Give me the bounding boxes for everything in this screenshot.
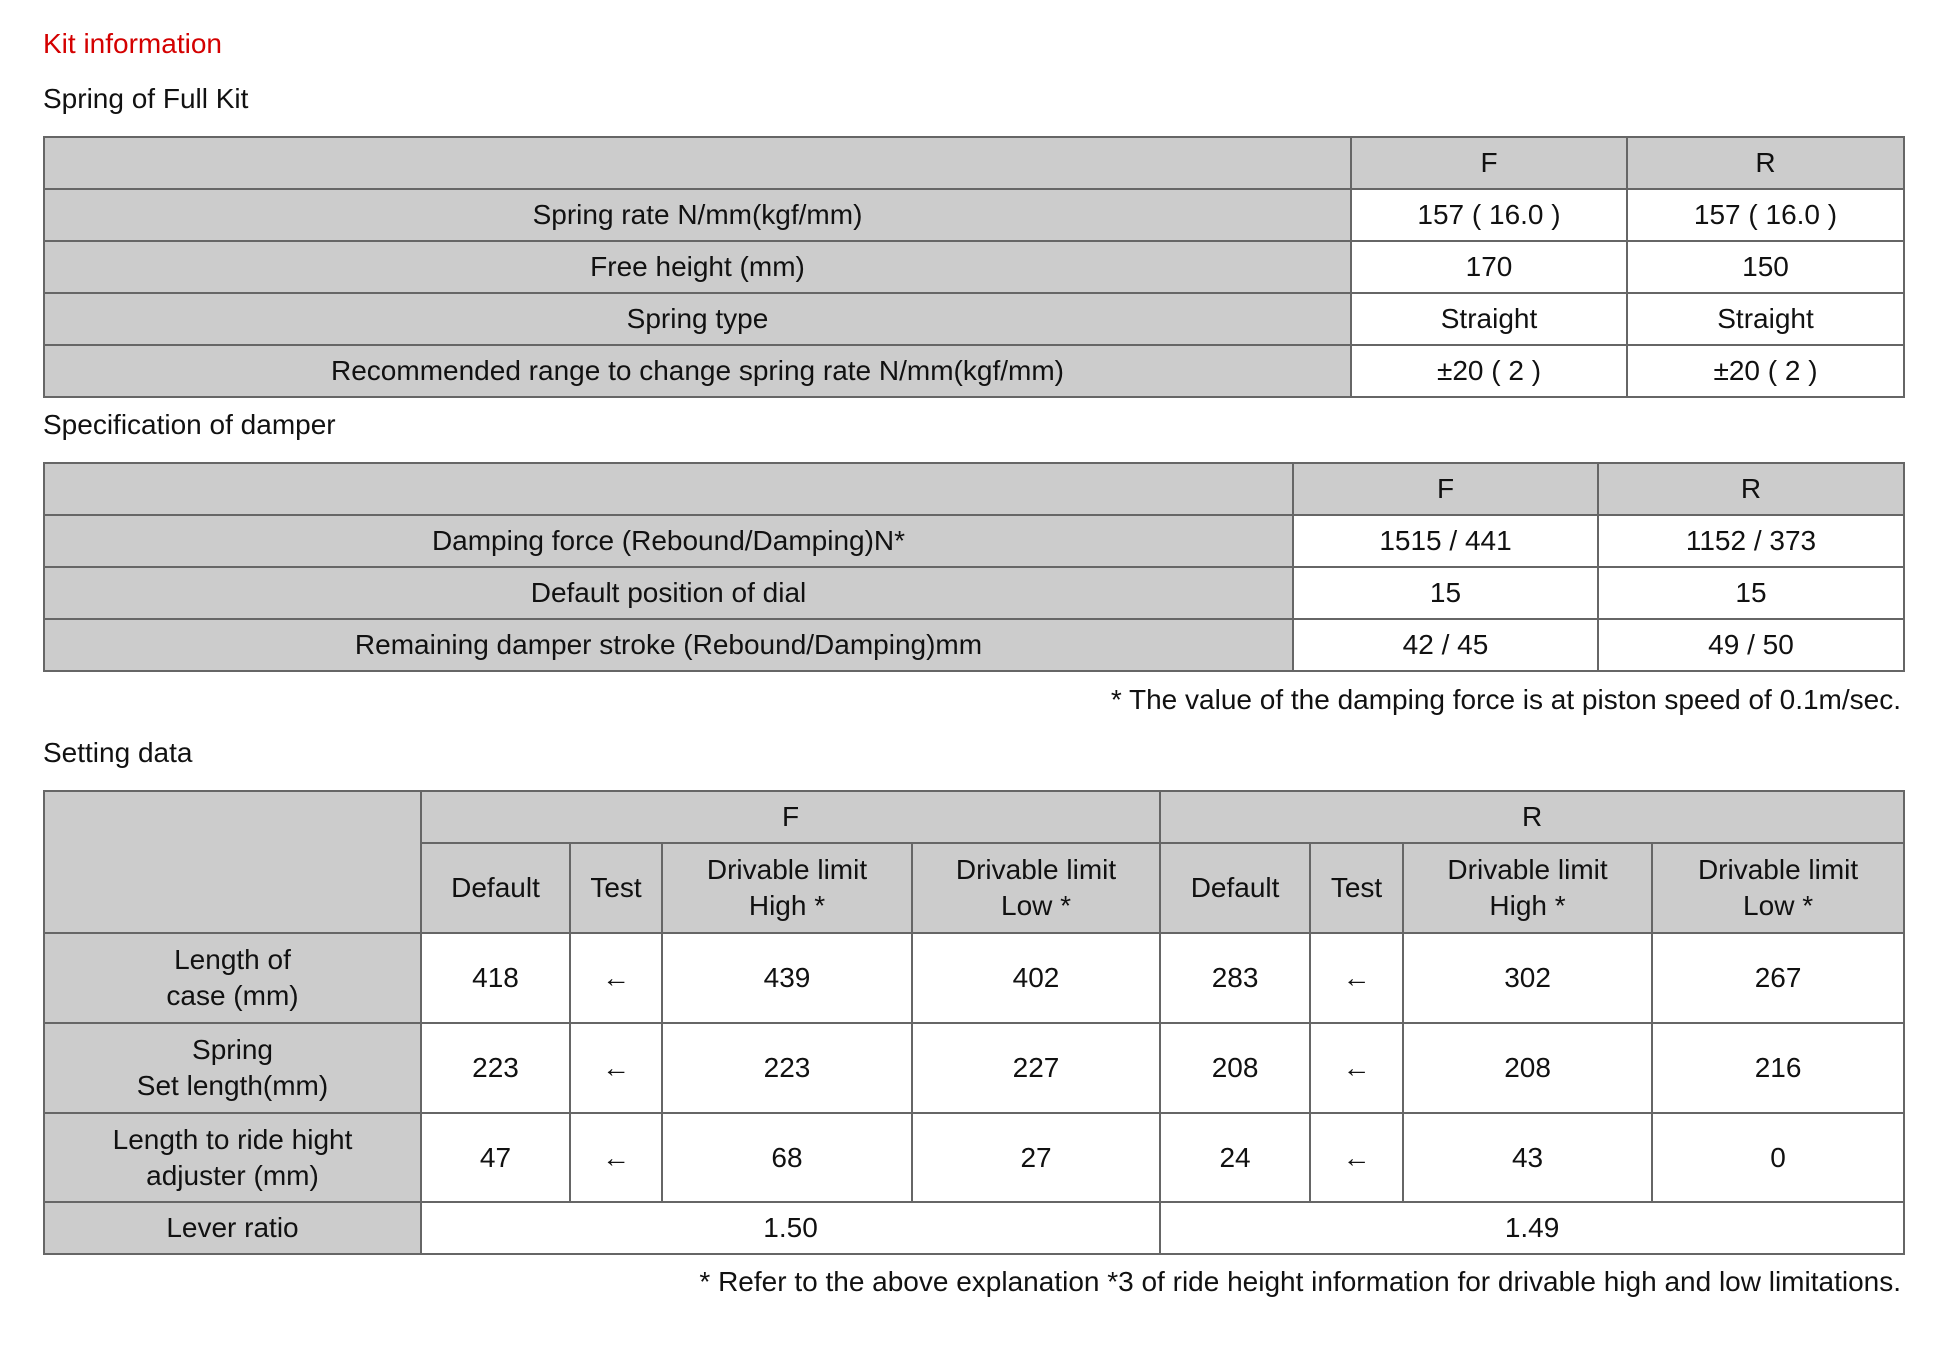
table-row	[44, 933, 1904, 1023]
damper-section-title: Specification of damper	[43, 409, 336, 440]
row-label: Spring Set length(mm)	[44, 1023, 421, 1113]
spring-header-blank	[44, 137, 1351, 189]
front-low-limit-header: Drivable limit Low *	[912, 843, 1160, 933]
setting-header-front: F	[421, 791, 1160, 843]
dial-position-front: 15	[1293, 567, 1598, 619]
spring-header-row	[44, 137, 1904, 189]
table-row	[44, 1113, 1904, 1202]
spring-header-front: F	[1351, 137, 1627, 189]
case-length-front-test: ←	[570, 933, 662, 1023]
table-row	[44, 567, 1904, 619]
rear-low-limit-header: Drivable limit Low *	[1652, 843, 1904, 933]
lever-ratio-rear: 1.49	[1160, 1202, 1904, 1254]
spring-set-length-front-test: ←	[570, 1023, 662, 1113]
kit-information-title: Kit information	[43, 28, 222, 59]
row-label: Spring rate N/mm(kgf/mm)	[44, 189, 1351, 241]
damper-header-row	[44, 463, 1904, 515]
rear-test-header: Test	[1310, 843, 1403, 933]
ride-height-rear-default: 24	[1160, 1113, 1310, 1202]
table-row	[44, 241, 1904, 293]
table-row	[44, 1202, 1904, 1254]
row-label: Spring type	[44, 293, 1351, 345]
ride-height-front-test: ←	[570, 1113, 662, 1202]
front-test-header: Test	[570, 843, 662, 933]
case-length-front-low: 402	[912, 933, 1160, 1023]
free-height-front: 170	[1351, 241, 1627, 293]
spring-type-front: Straight	[1351, 293, 1627, 345]
setting-header-blank	[44, 791, 421, 933]
damping-force-rear: 1152 / 373	[1598, 515, 1904, 567]
drivable-limits-footnote: * Refer to the above explanation *3 of ride height information for drivable high and low limitations.	[699, 1266, 1901, 1297]
damper-header-blank	[44, 463, 1293, 515]
row-label: Recommended range to change spring rate N/mm(kgf/mm)	[44, 345, 1351, 397]
recommended-range-front: ±20 ( 2 )	[1351, 345, 1627, 397]
row-label: Damping force (Rebound/Damping)N*	[44, 515, 1293, 567]
row-label: Default position of dial	[44, 567, 1293, 619]
setting-header-rear: R	[1160, 791, 1904, 843]
damper-stroke-front: 42 / 45	[1293, 619, 1598, 671]
case-length-rear-test: ←	[1310, 933, 1403, 1023]
spring-set-length-front-high: 223	[662, 1023, 912, 1113]
rear-high-limit-header: Drivable limit High *	[1403, 843, 1652, 933]
front-high-limit-header: Drivable limit High *	[662, 843, 912, 933]
setting-section-title: Setting data	[43, 737, 193, 768]
table-row	[44, 619, 1904, 671]
spring-set-length-rear-high: 208	[1403, 1023, 1652, 1113]
case-length-rear-default: 283	[1160, 933, 1310, 1023]
row-label: Lever ratio	[44, 1202, 421, 1254]
row-label: Length of case (mm)	[44, 933, 421, 1023]
ride-height-rear-low: 0	[1652, 1113, 1904, 1202]
dial-position-rear: 15	[1598, 567, 1904, 619]
recommended-range-rear: ±20 ( 2 )	[1627, 345, 1904, 397]
damping-force-footnote: * The value of the damping force is at piston speed of 0.1m/sec.	[1110, 684, 1901, 715]
spring-rate-rear: 157 ( 16.0 )	[1627, 189, 1904, 241]
damper-stroke-rear: 49 / 50	[1598, 619, 1904, 671]
spring-set-length-rear-default: 208	[1160, 1023, 1310, 1113]
damper-header-rear: R	[1598, 463, 1904, 515]
ride-height-front-high: 68	[662, 1113, 912, 1202]
spring-section-title: Spring of Full Kit	[43, 83, 249, 114]
rear-default-header: Default	[1160, 843, 1310, 933]
ride-height-rear-test: ←	[1310, 1113, 1403, 1202]
spring-header-rear: R	[1627, 137, 1904, 189]
lever-ratio-front: 1.50	[421, 1202, 1160, 1254]
case-length-rear-low: 267	[1652, 933, 1904, 1023]
row-label: Free height (mm)	[44, 241, 1351, 293]
spring-type-rear: Straight	[1627, 293, 1904, 345]
case-length-front-default: 418	[421, 933, 570, 1023]
row-label: Remaining damper stroke (Rebound/Damping)mm	[44, 619, 1293, 671]
setting-table	[43, 790, 1905, 1255]
table-row	[44, 293, 1904, 345]
table-row	[44, 189, 1904, 241]
ride-height-front-default: 47	[421, 1113, 570, 1202]
ride-height-front-low: 27	[912, 1113, 1160, 1202]
table-row	[44, 345, 1904, 397]
case-length-rear-high: 302	[1403, 933, 1652, 1023]
front-default-header: Default	[421, 843, 570, 933]
spring-set-length-rear-test: ←	[1310, 1023, 1403, 1113]
ride-height-rear-high: 43	[1403, 1113, 1652, 1202]
case-length-front-high: 439	[662, 933, 912, 1023]
spring-set-length-rear-low: 216	[1652, 1023, 1904, 1113]
damper-header-front: F	[1293, 463, 1598, 515]
spring-set-length-front-low: 227	[912, 1023, 1160, 1113]
table-row	[44, 515, 1904, 567]
spring-table	[43, 136, 1905, 398]
damper-table	[43, 462, 1905, 672]
spring-rate-front: 157 ( 16.0 )	[1351, 189, 1627, 241]
row-label: Length to ride hight adjuster (mm)	[44, 1113, 421, 1202]
table-row	[44, 1023, 1904, 1113]
free-height-rear: 150	[1627, 241, 1904, 293]
setting-group-header-row	[44, 791, 1904, 843]
spring-set-length-front-default: 223	[421, 1023, 570, 1113]
damping-force-front: 1515 / 441	[1293, 515, 1598, 567]
